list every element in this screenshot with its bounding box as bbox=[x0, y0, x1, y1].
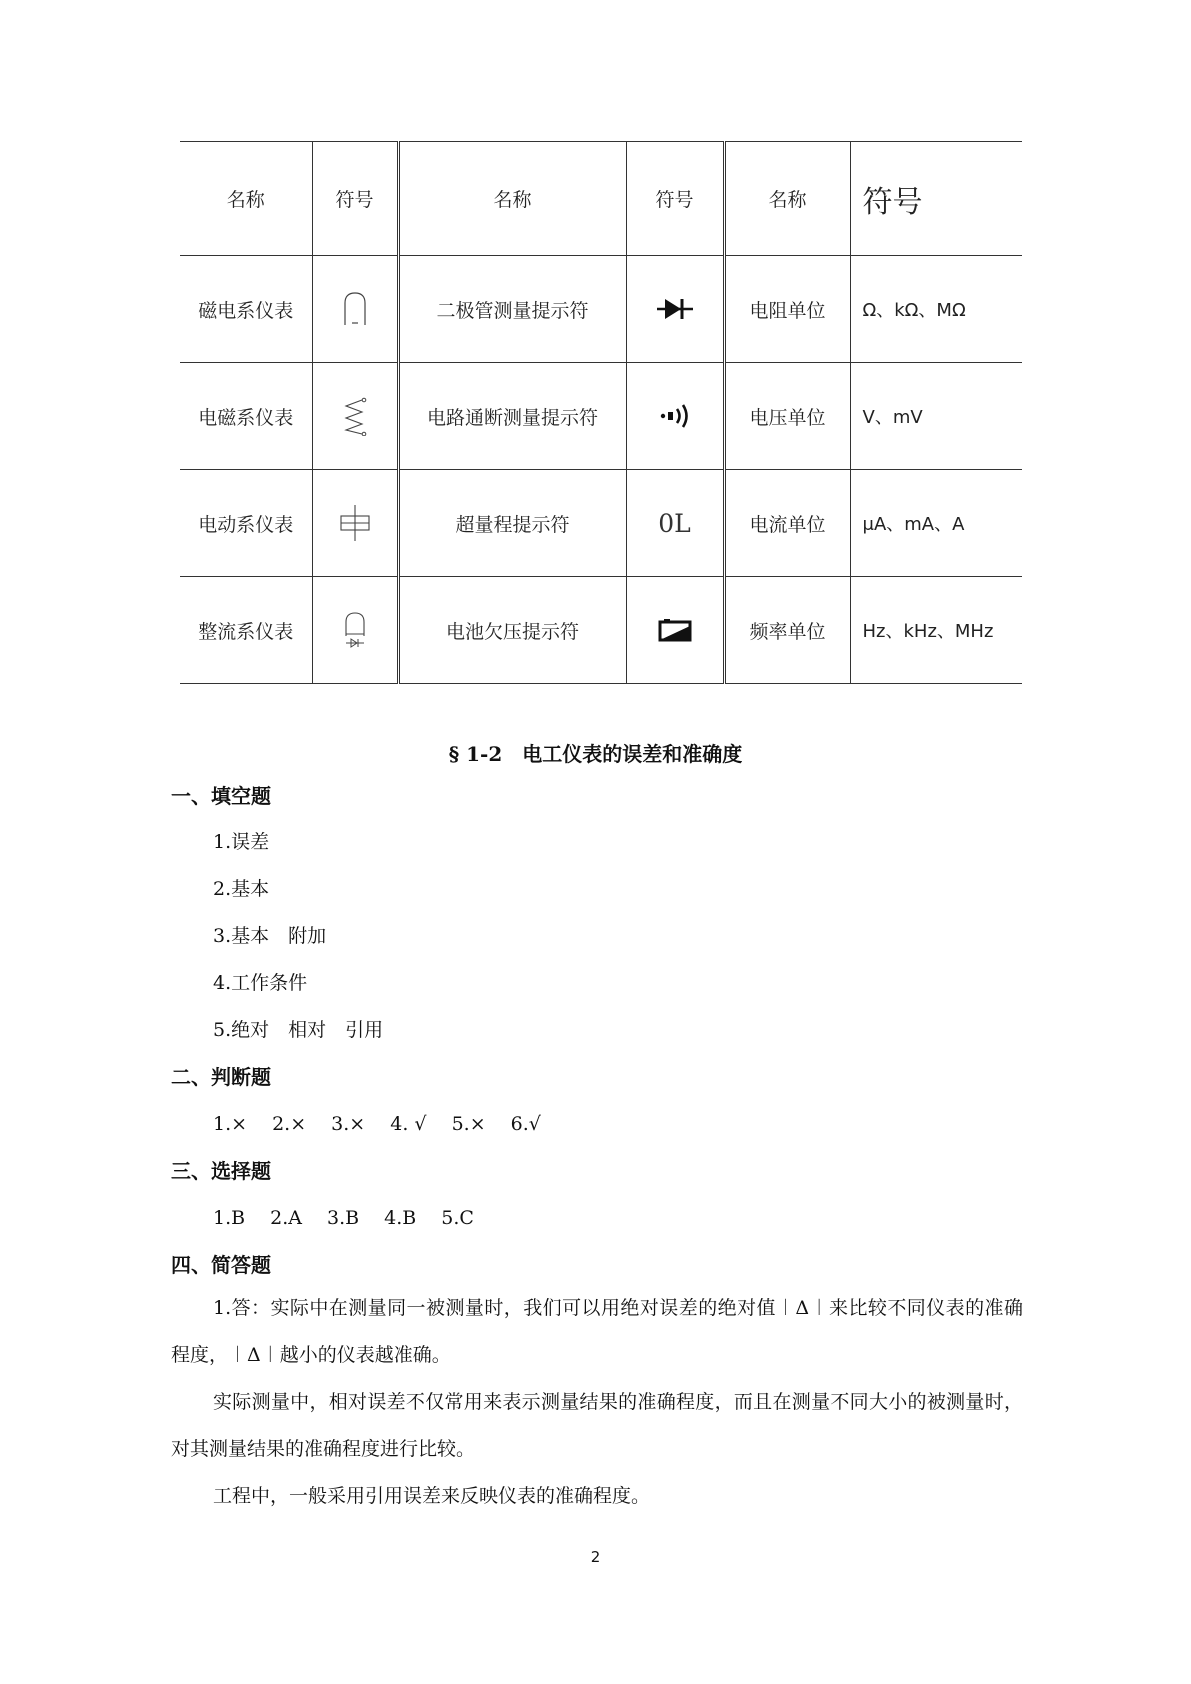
instrument-name: 整流系仪表 bbox=[180, 577, 312, 684]
table-row bbox=[180, 577, 1022, 684]
table-row bbox=[180, 363, 1022, 470]
unit-value: V、mV bbox=[850, 363, 1022, 470]
unit-name: 电压单位 bbox=[724, 363, 850, 470]
symbol-table-container bbox=[180, 141, 1022, 684]
symbol-cell bbox=[626, 256, 724, 363]
unit-value: μA、mA、A bbox=[850, 470, 1022, 577]
fill-blank-item: 5.绝对 相对 引用 bbox=[213, 1019, 384, 1041]
prompt-name: 二极管测量提示符 bbox=[398, 256, 626, 363]
table-row bbox=[180, 256, 1022, 363]
header-cell: 名称 bbox=[398, 142, 626, 256]
symbol-cell bbox=[312, 363, 398, 470]
electrodynamic-icon bbox=[338, 503, 372, 543]
diode-icon bbox=[655, 297, 695, 321]
symbol-cell bbox=[626, 577, 724, 684]
symbol-cell bbox=[626, 470, 724, 577]
symbol-cell bbox=[312, 577, 398, 684]
unit-name: 频率单位 bbox=[724, 577, 850, 684]
prompt-name: 电池欠压提示符 bbox=[398, 577, 626, 684]
prompt-name: 超量程提示符 bbox=[398, 470, 626, 577]
section-title: § 1-2 电工仪表的误差和准确度 bbox=[448, 742, 743, 766]
header-cell: 符号 bbox=[850, 142, 1022, 256]
unit-value: Hz、kHz、MHz bbox=[850, 577, 1022, 684]
instrument-name: 磁电系仪表 bbox=[180, 256, 312, 363]
judge-answers: 1.× 2.× 3.× 4. √ 5.× 6.√ bbox=[213, 1113, 541, 1135]
table-row bbox=[180, 470, 1022, 577]
answer-paragraph: 工程中，一般采用引用误差来反映仪表的准确程度。 bbox=[213, 1485, 651, 1507]
choice-answers: 1.B 2.A 3.B 4.B 5.C bbox=[213, 1207, 474, 1229]
overload-symbol: 0L bbox=[658, 508, 691, 538]
symbol-table bbox=[180, 141, 1022, 684]
fill-blank-heading: 一、填空题 bbox=[171, 784, 271, 808]
fill-blank-item: 2.基本 bbox=[213, 878, 270, 900]
header-cell: 符号 bbox=[312, 142, 398, 256]
symbol-cell bbox=[626, 363, 724, 470]
fill-blank-item: 1.误差 bbox=[213, 831, 270, 853]
electromagnetic-icon bbox=[338, 396, 372, 436]
short-answer-heading: 四、简答题 bbox=[171, 1253, 271, 1277]
judge-heading: 二、判断题 bbox=[171, 1065, 271, 1089]
page-number: 2 bbox=[590, 1548, 601, 1566]
symbol-cell bbox=[312, 470, 398, 577]
instrument-name: 电动系仪表 bbox=[180, 470, 312, 577]
fill-blank-item: 4.工作条件 bbox=[213, 972, 308, 994]
header-cell: 名称 bbox=[180, 142, 312, 256]
prompt-name: 电路通断测量提示符 bbox=[398, 363, 626, 470]
rectifier-icon bbox=[340, 610, 370, 650]
magnetoelectric-icon bbox=[340, 289, 370, 329]
continuity-sound-icon bbox=[657, 401, 693, 431]
low-battery-icon bbox=[658, 618, 692, 642]
table-header-row bbox=[180, 142, 1022, 256]
unit-value: Ω、kΩ、MΩ bbox=[850, 256, 1022, 363]
answer-paragraph: 实际测量中，相对误差不仅常用来表示测量结果的准确程度，而且在测量不同大小的被测量时，对其测量结果的准确程度进行比较。 bbox=[171, 1391, 1023, 1460]
header-cell: 符号 bbox=[626, 142, 724, 256]
header-cell: 名称 bbox=[724, 142, 850, 256]
symbol-cell bbox=[312, 256, 398, 363]
fill-blank-item: 3.基本 附加 bbox=[213, 925, 327, 947]
unit-name: 电阻单位 bbox=[724, 256, 850, 363]
choice-heading: 三、选择题 bbox=[171, 1159, 271, 1183]
instrument-name: 电磁系仪表 bbox=[180, 363, 312, 470]
answer-paragraph: 1.答：实际中在测量同一被测量时，我们可以用绝对误差的绝对值︱Δ︱来比较不同仪表的准确程度，︱Δ︱越小的仪表越准确。 bbox=[171, 1297, 1023, 1366]
unit-name: 电流单位 bbox=[724, 470, 850, 577]
